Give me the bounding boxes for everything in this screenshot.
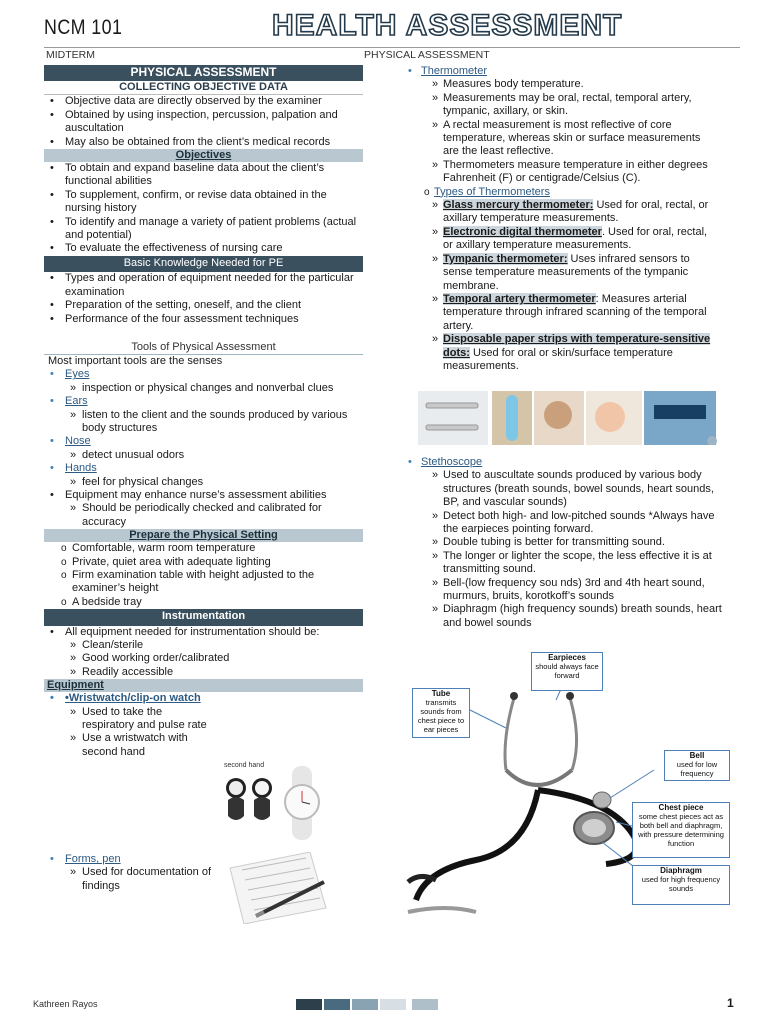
form-pen-image [226, 852, 330, 924]
list-item: • Preparation of the setting, oneself, and the client [44, 299, 363, 312]
watch-image [222, 762, 330, 842]
callout-text: transmits sounds from chest piece to ear pieces [417, 698, 465, 734]
callout-chest-piece [632, 802, 730, 858]
callout-diaphragm [632, 865, 730, 905]
type-name: Temporal artery thermometer [443, 292, 596, 305]
callout-earpieces [531, 652, 603, 691]
footer-color-bar [380, 999, 406, 1010]
knowledge-list [44, 272, 363, 326]
list-item: • All equipment needed for instrumentation should be: [44, 626, 363, 639]
thermometer-title [406, 65, 718, 78]
tools-title: Tools of Physical Assessment [44, 340, 363, 355]
left-column [44, 65, 363, 759]
page-number: 1 [727, 996, 734, 1010]
list-item: • To evaluate the effectiveness of nursing care [44, 242, 363, 255]
clip-on-watch-icon [222, 766, 330, 844]
list-subitem: » Used for documentation of findings [44, 866, 214, 893]
thermometer-types-list [406, 199, 718, 373]
list-item: • May also be obtained from the client’s medical records [44, 136, 363, 149]
sense-ears-detail: » listen to the client and the sounds produced by various body structures [44, 409, 363, 436]
callout-title: Tube [431, 689, 451, 698]
types-heading: Types of Thermometers [434, 185, 550, 198]
list-item: • To obtain and expand baseline data about the client’s functional abilities [44, 162, 363, 189]
footer-color-bar [352, 999, 378, 1010]
list-item: • To identify and manage a variety of patient problems (actual and potential) [44, 216, 363, 243]
type-desc: . Used for oral, rectal, or axillary temperature measurements. [443, 225, 708, 252]
equipment-forms-title: • Forms, pen [44, 853, 214, 866]
list-subitem: » Should be periodically checked and calibrated for accuracy [44, 502, 363, 529]
list-item: • Obtained by using inspection, percussion, palpation and auscultation [44, 109, 363, 136]
sense-eyes-detail: » inspection or physical changes and nonverbal clues [44, 382, 363, 395]
setting-list [44, 542, 363, 609]
sense-ears: • Ears [44, 395, 363, 408]
type-item [406, 253, 718, 293]
type-desc: Used for oral or skin/surface temperature measurements. [443, 346, 673, 372]
sense-nose-detail: » detect unusual odors [44, 449, 363, 462]
callout-title: Bell [689, 751, 705, 760]
callout-bell [664, 750, 730, 781]
objectives-list [44, 162, 363, 256]
thermometer-images [418, 391, 718, 445]
type-desc: Uses infrared sensors to sense temperature measurements of the tympanic membrane. [443, 252, 690, 292]
list-item: o Private, quiet area with adequate lighting [44, 556, 363, 569]
footer-color-bar [412, 999, 438, 1010]
right-subheader: PHYSICAL ASSESSMENT [364, 49, 490, 61]
type-name: Electronic digital thermometer [443, 225, 602, 238]
callout-title: Diaphragm [660, 866, 702, 875]
section-bar-instrumentation: Instrumentation [44, 609, 363, 625]
sense-eyes: • Eyes [44, 368, 363, 381]
course-code: NCM 101 [44, 16, 123, 39]
thermometers-photo-icon [418, 391, 718, 445]
collecting-title: COLLECTING OBJECTIVE DATA [44, 81, 363, 95]
stethoscope-title [406, 456, 722, 469]
type-item [406, 226, 718, 253]
list-subitem: » Clean/sterile [44, 639, 363, 652]
type-name: Tympanic thermometer: [443, 252, 568, 265]
collecting-list [44, 95, 363, 149]
list-subitem: » Bell-(low frequency sou nds) 3rd and 4th heart sound, murmurs, bruits, korotkoff’s sounds [406, 577, 722, 604]
type-name: Disposable paper strips with temperature-sensitive dots: [443, 333, 711, 359]
type-item [406, 333, 718, 373]
list-item: • Objective data are directly observed by the examiner [44, 95, 363, 108]
stethoscope-heading: Stethoscope [421, 456, 483, 468]
right-column [406, 65, 718, 373]
stethoscope-diagram [406, 650, 736, 922]
footer-color-bar [296, 999, 322, 1010]
senses-list [44, 368, 363, 529]
footer-author: Kathreen Rayos [33, 999, 98, 1009]
footer-color-bar [324, 999, 350, 1010]
callout-title: Chest piece [658, 803, 704, 812]
stethoscope-list [406, 469, 722, 630]
list-item: • Types and operation of equipment needed for the particular examination [44, 272, 363, 299]
list-subitem: » Use a wristwatch with second hand [44, 732, 209, 759]
type-item [406, 199, 718, 226]
types-title [406, 186, 718, 199]
list-item: • Performance of the four assessment techniques [44, 313, 363, 326]
type-desc: : Measures arterial temperature through infrared scanning of the temporal artery. [443, 292, 707, 332]
forms-section [44, 853, 214, 893]
sense-hands: • Hands [44, 462, 363, 475]
list-subitem: » The longer or lighter the scope, the less effective it is at transmitting sound. [406, 550, 722, 577]
watch-caption: second hand [224, 762, 265, 769]
section-bar-physical-setting: Prepare the Physical Setting [44, 529, 363, 542]
instrumentation-list [44, 626, 363, 680]
callout-text: some chest pieces act as both bell and diaphragm, with pressure determining function [638, 812, 724, 848]
list-subitem: » Used to auscultate sounds produced by various body structures (breath sounds, bowel sounds, heart sounds, BP, and vascular sounds) [406, 469, 722, 509]
list-subitem: » Readily accessible [44, 666, 363, 679]
list-subitem: » Double tubing is better for transmitting sound. [406, 536, 722, 549]
page-title: HEALTH ASSESSMENT [272, 9, 623, 42]
list-item: o Comfortable, warm room temperature [44, 542, 363, 555]
stethoscope-section [406, 456, 722, 630]
list-subitem: » Good working order/calibrated [44, 652, 363, 665]
list-subitem: » Thermometers measure temperature in either degrees Fahrenheit (F) or centigrade/Celsius (C). [406, 159, 718, 186]
equipment-watch-title: • •Wristwatch/clip-on watch [44, 692, 363, 705]
list-subitem: » Diaphragm (high frequency sounds) breath sounds, heart and bowel sounds [406, 603, 722, 630]
list-subitem: » Used to take the respiratory and pulse rate [44, 706, 209, 733]
list-subitem: » Detect both high- and low-pitched sounds *Always have the earpieces pointing forward. [406, 510, 722, 537]
header-rule [44, 47, 740, 48]
section-bar-equipment: Equipment [44, 679, 363, 692]
list-item: • To supplement, confirm, or revise data obtained in the nursing history [44, 189, 363, 216]
sense-nose: • Nose [44, 435, 363, 448]
tools-intro: Most important tools are the senses [48, 354, 223, 367]
list-item: o Firm examination table with height adjusted to the examiner’s height [44, 569, 363, 596]
sense-hands-detail: » feel for physical changes [44, 476, 363, 489]
list-subitem: » A rectal measurement is most reflective of core temperature, whereas skin or surface measurements are the least reflective. [406, 119, 718, 159]
section-bar-physical-assessment: PHYSICAL ASSESSMENT [44, 65, 363, 81]
thermometer-heading: Thermometer [421, 65, 488, 77]
list-subitem: » Measurements may be oral, rectal, temporal artery, tympanic, axillary, or skin. [406, 92, 718, 119]
callout-tube [412, 688, 470, 738]
left-subheader: MIDTERM [46, 49, 95, 61]
list-item: • Equipment may enhance nurse’s assessment abilities [44, 489, 363, 502]
thermometer-list [406, 78, 718, 185]
type-name: Glass mercury thermometer: [443, 199, 594, 212]
callout-text: used for high frequency sounds [641, 875, 721, 893]
callout-text: used for low frequency [676, 760, 718, 778]
section-bar-objectives: Objectives [44, 149, 363, 162]
type-item [406, 293, 718, 333]
callout-title: Earpieces [548, 653, 586, 662]
form-and-pen-icon [226, 852, 330, 924]
list-item: o A bedside tray [44, 596, 363, 609]
section-bar-basic-knowledge: Basic Knowledge Needed for PE [44, 256, 363, 272]
type-desc: Used for oral, rectal, or axillary temperature measurements. [443, 199, 709, 225]
callout-text: should always face forward [535, 662, 599, 680]
list-subitem: » Measures body temperature. [406, 78, 718, 91]
